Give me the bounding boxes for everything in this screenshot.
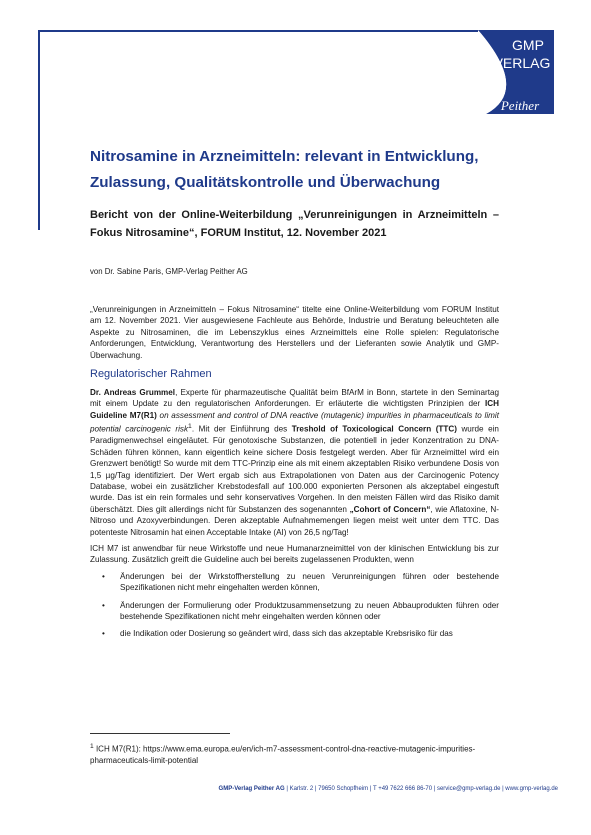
list-item-text: Änderungen bei der Wirkstoffherstellung zu neuen Verunreinigungen führen oder bestehende Spezifikationen nicht mehr eingehalten werden können, — [120, 571, 499, 593]
footnote-ref[interactable]: 1 — [188, 423, 192, 431]
top-frame-line — [38, 30, 554, 32]
page-title: Nitrosamine in Arzneimitteln: relevant in Entwicklung, Zulassung, Qualitätskontrolle und Überwachung — [90, 148, 479, 191]
section-body — [90, 387, 499, 646]
logo-signature: Peither — [500, 98, 540, 113]
list-item — [90, 571, 499, 594]
page-footer — [60, 786, 558, 792]
left-frame-line — [38, 30, 40, 230]
list-item-text: die Indikation oder Dosierung so geändert wird, dass sich das akzeptable Krebsrisiko für das — [120, 629, 453, 639]
paragraph-applicability: ICH M7 ist anwendbar für neue Wirkstoffe und neue Humanarzneimittel von der klinischen Entwicklung bis zur Zulassung. Zusätzlich greift die Guideline auch bei bereits zugelassenen Produkten, wenn — [90, 544, 499, 565]
intro-paragraph: „Verunreinigungen in Arzneimitteln – Fokus Nitrosamine“ titelte eine Online-Weiterbildung vom FORUM Institut am 12. November 2021. Vier ausgewiesene Fachleute aus Behörde, Industrie und Beratung beleuchteten alle Aspekte zu Nitrosaminen, die im Lebenszyklus eines Arzneimittels eine Rolle spielen: Regulatorische Anforderungen, Entwicklung, Verantwortung des Herstellers und der Lieferanten sowie Analytik und GMP-Überwachung. — [90, 305, 499, 360]
para1-text-2: . Mit der Einführung des — [191, 424, 292, 434]
section-heading: Regulatorischer Rahmen — [90, 368, 212, 380]
gmp-verlag-logo — [478, 30, 554, 114]
page-subtitle: Bericht von der Online-Weiterbildung „Verunreinigungen in Arzneimitteln – Fokus Nitrosamine“, FORUM Institut, 12. November 2021 — [90, 209, 499, 239]
logo-text-verlag: VERLAG — [493, 55, 551, 71]
list-item-text: Änderungen der Formulierung oder Produktzusammensetzung zu neuen Abbauprodukten führen oder bestehende Spezifikationen nicht mehr eingehalten werden können oder — [120, 600, 499, 622]
footnote-divider — [90, 733, 230, 734]
footnote-mark: 1 — [90, 743, 94, 750]
footnote-link[interactable]: ICH M7(R1): https://www.ema.europa.eu/en/ich-m7-assessment-control-dna-reactive-mutagenic-impurities-pharmaceuticals-limit-potential — [90, 744, 476, 766]
footer-company: GMP-Verlag Peither AG — [218, 786, 285, 792]
para1-text-4: , wie Aflatoxine, N-Nitroso und Azoxyverbindungen. Deren akzeptable Aufnahmemengen liegen meist weit unter dem TTC. Das potenteste Nitrosamin hat einen Acceptable Intake (AI) von 26,5 ng/Tag! — [90, 504, 499, 537]
logo-text-gmp: GMP — [512, 37, 544, 53]
list-item — [90, 628, 499, 639]
bullet-icon: • — [102, 629, 105, 639]
guideline-name: ICH Guideline M7(R1) — [90, 399, 499, 420]
para1-text-1: , Experte für pharmazeutische Qualität beim BfArM in Bonn, startete in den Seminartag mit einem Update zu den regulatorischen Anforderungen. Er erläuterte die wichtigsten Prinzipien der — [90, 388, 499, 409]
paragraph-grummel — [90, 387, 499, 538]
cohort-of-concern-term: „Cohort of Concern“ — [349, 504, 431, 514]
list-item — [90, 600, 499, 623]
guideline-title: on assessment and control of DNA reactive (mutagenic) impurities in pharmaceuticals to limit potential carcinogenic risk — [90, 410, 499, 434]
para1-text-3: wurde ein Paradigmenwechsel eingeläutet. Für genotoxische Substanzen, die potentiell in jeder Konzentration zu DNA-Schäden führen können, kann eigentlich keine sichere Dosis festgelegt werden. Aber für Arzneimittel wird ein Grenzwert benötigt! So wurde mit dem TTC-Prinzip eine als mit einem akzeptablen Risiko verbundene Dosis von 1,5 µg/Tag identifiziert. Der Wert ergab sich aus Extrapolationen von Daten aus der Carcinogenic Potency Database, wobei ein zusätzlicher Krebstodesfall auf 100.000 exponierten Personen als akzeptabel eingestuft wurde. Das ist ein rein formales und sehr konservatives Vorgehen. In den meisten Fällen wird das Risiko damit überschätzt. Dies gilt allerdings nicht für Substanzen des sogenannten — [90, 424, 499, 514]
ttc-term: Treshold of Toxicological Concern (TTC) — [291, 424, 457, 434]
bullet-list — [90, 571, 499, 640]
speaker-name: Dr. Andreas Grummel — [90, 388, 176, 397]
author-line: von Dr. Sabine Paris, GMP-Verlag Peither AG — [90, 267, 248, 276]
footnote — [90, 741, 499, 767]
bullet-icon: • — [102, 571, 105, 581]
bullet-icon: • — [102, 600, 105, 610]
footer-contact: | Karlstr. 2 | 79650 Schopfheim | T +49 7622 666 86-70 | service@gmp-verlag.de | www.gmp-verlag.de — [284, 786, 558, 792]
